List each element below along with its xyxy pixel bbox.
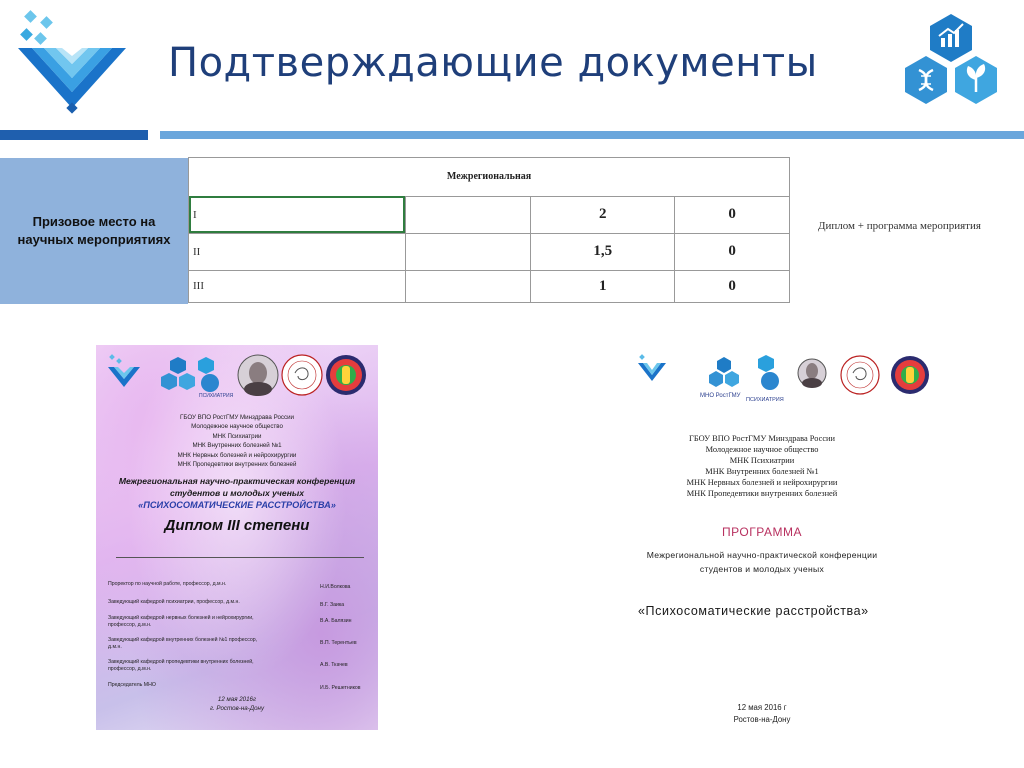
org-line: МНК Психиатрии [212, 432, 262, 440]
mno-logo-label: МНО РостГМУ [700, 393, 741, 399]
signatory [108, 615, 366, 637]
psychiatry-logo-label: ПСИХИАТРИЯ [746, 397, 784, 403]
diploma-conference [96, 475, 378, 499]
rostgmu-logo-icon [638, 354, 666, 381]
signatory-role: Заведующий кафедрой пропедевтики внутренних болезней, профессор, д.м.н. [108, 659, 254, 672]
signatory-name: И.Б. Решетников [320, 685, 361, 691]
rostgmu-logo-icon [12, 8, 132, 123]
program-organizations [630, 433, 894, 499]
signatory-role: Председатель МНО [108, 682, 156, 688]
table-row [189, 196, 790, 233]
points-alt-cell[interactable]: 0 [675, 233, 790, 270]
psychiatry-logo-label: ПСИХИАТРИЯ [199, 393, 234, 399]
mnk-psychiatry-emblem [758, 355, 779, 390]
header-rule-dark [0, 130, 148, 140]
org-line: МНК Нервных болезней и нейрохирургии [177, 451, 297, 459]
points-alt-cell[interactable]: 0 [675, 196, 790, 233]
diploma-logos [106, 351, 372, 403]
program-date [630, 702, 894, 726]
category-cell: Призовое место на научных мероприятиях [0, 158, 188, 304]
science-hexagons-icon [892, 10, 1010, 122]
mnk-psychiatry-emblem [198, 357, 219, 392]
rostgmu-logo-icon [108, 354, 140, 387]
program-topic: «Психосоматические расстройства» [638, 604, 869, 618]
empty-cell[interactable] [405, 270, 531, 302]
portrait-image [798, 359, 826, 388]
empty-cell[interactable] [405, 196, 531, 233]
criteria-table [188, 157, 790, 303]
table-row [189, 270, 790, 302]
org-line: Молодежное научное общество [705, 445, 819, 454]
portrait-image [238, 355, 278, 396]
org-line: МНК Психиатрии [729, 456, 795, 465]
org-line: Молодежное научное общество [191, 423, 283, 431]
table-header-row [189, 158, 790, 197]
org-line: МНК Внутренних болезней №1 [705, 467, 819, 476]
signatory [108, 637, 366, 659]
program-heading: ПРОГРАММА [722, 525, 802, 539]
empty-cell[interactable] [405, 233, 531, 270]
diploma-document [96, 345, 378, 730]
conference-line: Межрегиональная научно-практическая конференция [118, 476, 356, 486]
page-title: Подтверждающие документы [168, 40, 818, 86]
university-seal-icon [841, 356, 879, 394]
diploma-topic: «ПСИХОСОМАТИЧЕСКИЕ РАССТРОЙСТВА» [138, 500, 336, 510]
subtitle-line: Межрегиональной научно-практической конференции [646, 550, 878, 560]
signatory-role: Проректор по научной работе, профессор, д.м.н. [108, 581, 227, 587]
signatory-role: Заведующий кафедрой нервных болезней и нейрохирургии, профессор, д.м.н. [108, 615, 254, 628]
program-document [630, 345, 930, 735]
signatory-role: Заведующий кафедрой внутренних болезней №1 профессор, д.м.н. [108, 637, 258, 650]
subtitle-line: студентов и молодых ученых [699, 564, 825, 574]
conference-line: студентов и молодых ученых [169, 488, 305, 498]
signatory-name: А.В. Ткачев [320, 662, 348, 668]
org-line: МНК Нервных болезней и нейрохирургии [686, 478, 838, 487]
points-cell[interactable]: 1 [531, 270, 675, 302]
diploma-degree: Диплом III степени [164, 517, 310, 534]
program-subtitle [630, 548, 894, 576]
documents-note: Диплом + программа мероприятия [818, 220, 981, 232]
university-seal-icon [282, 355, 322, 395]
conference-emblem-icon [326, 355, 366, 395]
points-cell[interactable]: 2 [531, 196, 675, 233]
signatory-name: Н.И.Волкова [320, 584, 351, 590]
org-line: МНК Внутренних болезней №1 [192, 442, 282, 450]
header-rule-light [160, 131, 1024, 139]
program-logos [634, 351, 934, 403]
org-line: МНК Пропедевтики внутренних болезней [686, 489, 838, 498]
org-line: ГБОУ ВПО РостГМУ Минздрава России [179, 414, 294, 421]
level-header: Межрегиональная [189, 158, 790, 197]
science-hexagons-icon [709, 357, 739, 387]
date-line: Ростов-на-Дону [733, 715, 791, 724]
date-line: 12 мая 2016г [217, 696, 257, 703]
signatory-name: В.А. Балязин [320, 618, 352, 624]
diploma-date [96, 695, 378, 713]
signatory-name: В.П. Терентьев [320, 640, 357, 646]
science-hexagons-icon [161, 357, 195, 390]
divider [116, 557, 364, 558]
org-line: МНК Пропедевтики внутренних болезней [177, 461, 297, 469]
date-line: 12 мая 2016 г [737, 703, 787, 712]
table-row [189, 233, 790, 270]
org-line: ГБОУ ВПО РостГМУ Минздрава России [688, 434, 836, 443]
points-alt-cell[interactable]: 0 [675, 270, 790, 302]
place-cell[interactable]: I [189, 196, 406, 233]
place-cell[interactable]: II [189, 233, 406, 270]
conference-emblem-icon [891, 356, 929, 394]
signatory [108, 659, 366, 681]
signatory-name: В.Г. Заика [320, 602, 345, 608]
points-cell[interactable]: 1,5 [531, 233, 675, 270]
diploma-organizations [96, 413, 378, 469]
place-cell[interactable]: III [189, 270, 406, 302]
signatory-role: Заведующий кафедрой психиатрии, профессор, д.м.н. [108, 599, 240, 605]
date-line: г. Ростов-на-Дону [209, 705, 265, 712]
